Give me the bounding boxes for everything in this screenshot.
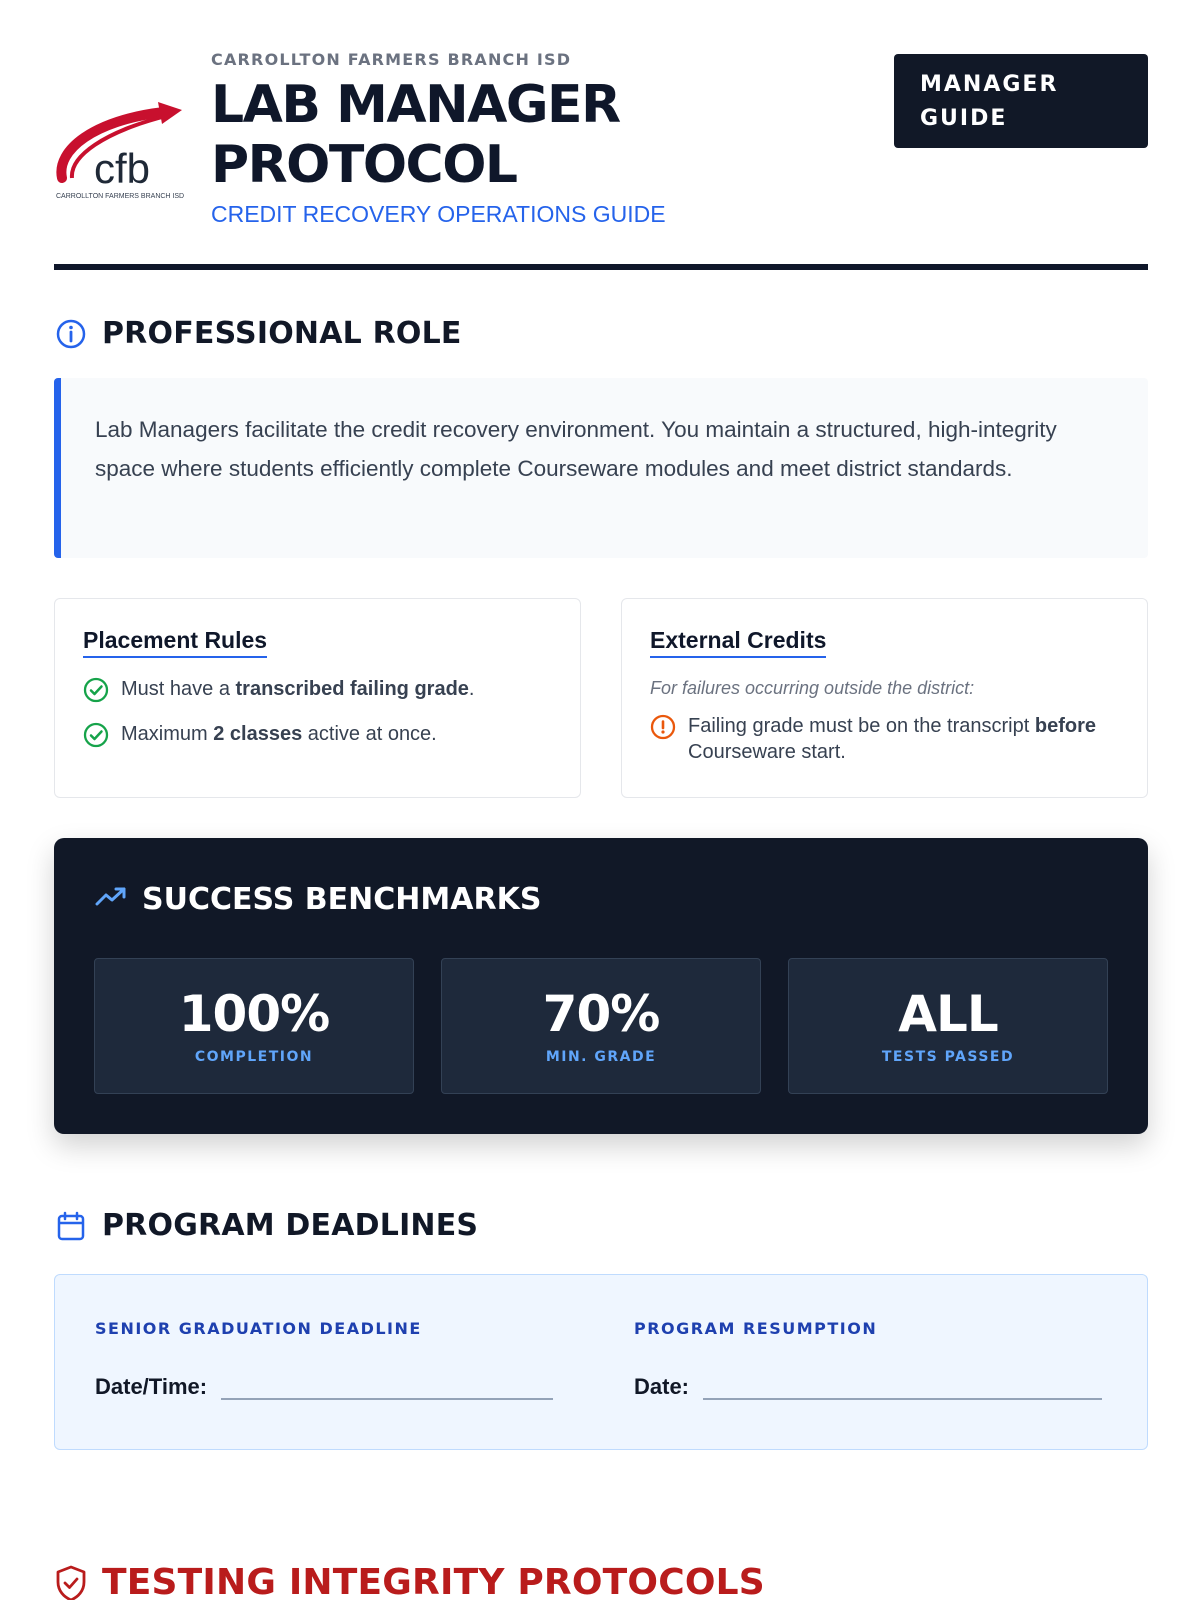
benchmarks-heading: SUCCESS BENCHMARKS bbox=[142, 882, 542, 917]
senior-deadline-column bbox=[95, 1319, 553, 1400]
page-title bbox=[211, 75, 666, 195]
title-line-1: LAB MANAGER bbox=[211, 75, 620, 135]
benchmark-label: MIN. GRADE bbox=[545, 1049, 657, 1065]
benchmark-label: COMPLETION bbox=[194, 1049, 314, 1065]
testing-heading: TESTING INTEGRITY PROTOCOLS bbox=[102, 1562, 765, 1600]
external-credit-item bbox=[650, 713, 1119, 765]
benchmark-stat bbox=[788, 958, 1108, 1094]
deadlines-section-heading bbox=[54, 1208, 478, 1243]
shield-icon bbox=[54, 1566, 88, 1600]
placement-rule-text: Maximum 2 classes active at once. bbox=[121, 723, 437, 745]
title-block bbox=[211, 50, 666, 228]
benchmark-label: TESTS PASSED bbox=[881, 1049, 1015, 1065]
benchmark-value: ALL bbox=[898, 985, 998, 1043]
senior-deadline-row bbox=[95, 1374, 553, 1400]
header-divider bbox=[54, 264, 1148, 270]
check-circle-icon bbox=[83, 677, 109, 703]
logo-caption: CARROLLTON FARMERS BRANCH ISD bbox=[56, 193, 184, 200]
benchmark-value: 100% bbox=[178, 985, 330, 1043]
external-credits-heading: External Credits bbox=[650, 627, 826, 658]
trending-up-icon bbox=[94, 884, 128, 915]
calendar-icon bbox=[54, 1209, 88, 1243]
badge-line-2: GUIDE bbox=[920, 106, 1008, 131]
placement-rule-text: Must have a transcribed failing grade. bbox=[121, 678, 475, 700]
benchmark-value: 70% bbox=[542, 985, 660, 1043]
role-callout: Lab Managers facilitate the credit recovery environment. You maintain a structured, high-integrity space where students efficiently complete Courseware modules and meet district standards. bbox=[54, 378, 1148, 558]
date-time-field-label: Date/Time: bbox=[95, 1374, 208, 1399]
program-resumption-column bbox=[634, 1319, 1102, 1400]
title-line-2: PROTOCOL bbox=[211, 135, 517, 195]
program-resumption-row bbox=[634, 1374, 1102, 1400]
testing-section-heading bbox=[54, 1562, 765, 1600]
district-name: CARROLLTON FARMERS BRANCH ISD bbox=[211, 50, 572, 69]
check-circle-icon bbox=[83, 722, 109, 748]
info-icon bbox=[54, 317, 88, 351]
date-field-label: Date: bbox=[634, 1374, 690, 1399]
date-time-blank-line[interactable] bbox=[221, 1374, 553, 1400]
placement-rules-card bbox=[54, 598, 581, 798]
page-subtitle: CREDIT RECOVERY OPERATIONS GUIDE bbox=[211, 201, 666, 227]
manager-guide-badge bbox=[894, 54, 1148, 148]
page-header bbox=[54, 50, 1148, 270]
date-blank-line[interactable] bbox=[703, 1374, 1102, 1400]
placement-rule-item bbox=[83, 676, 552, 703]
program-resumption-label: PROGRAM RESUMPTION bbox=[634, 1319, 878, 1338]
senior-deadline-label: SENIOR GRADUATION DEADLINE bbox=[95, 1319, 422, 1338]
alert-circle-icon bbox=[650, 714, 676, 740]
logo-text: cfb bbox=[94, 145, 151, 192]
external-credit-text: Failing grade must be on the transcript before Courseware start. bbox=[688, 715, 1096, 763]
deadlines-heading: PROGRAM DEADLINES bbox=[102, 1208, 479, 1243]
external-credits-card bbox=[621, 598, 1148, 798]
role-heading: PROFESSIONAL ROLE bbox=[102, 316, 462, 351]
benchmark-stat bbox=[94, 958, 414, 1094]
district-logo bbox=[54, 90, 184, 200]
placement-rule-item bbox=[83, 721, 552, 748]
badge-line-1: MANAGER bbox=[920, 72, 1059, 97]
success-benchmarks-panel bbox=[54, 838, 1148, 1134]
deadlines-panel bbox=[54, 1274, 1148, 1450]
benchmark-stat bbox=[441, 958, 761, 1094]
external-credits-note: For failures occurring outside the district: bbox=[650, 678, 975, 698]
placement-rules-heading: Placement Rules bbox=[83, 627, 267, 658]
benchmarks-heading-row bbox=[94, 882, 541, 917]
role-section-heading bbox=[54, 316, 462, 351]
